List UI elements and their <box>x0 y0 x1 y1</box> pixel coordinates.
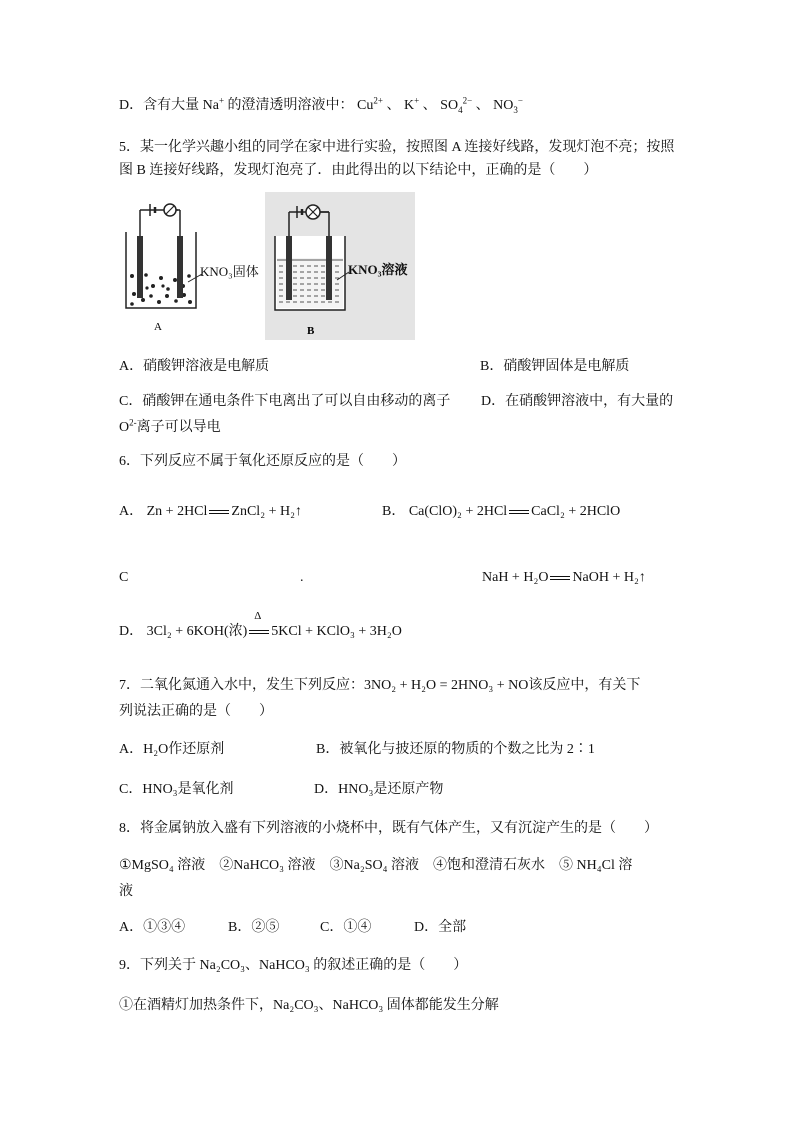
q5-option-b: B．硝酸钾固体是电解质 <box>480 359 630 374</box>
q7-stem-line2: 列说法正确的是（ ） <box>119 704 273 719</box>
q8-option-a: A．①③④ <box>119 920 186 935</box>
q6-option-c-equation: NaH + H₂O NaOH + H₂↑ <box>482 570 646 585</box>
prev-option-d: D．含有大量 Na+ 的澄清透明溶液中： $Cu^{2+}$ 、 K+ 、 $SO_4^{2-}$ 、 $NO_3^-$ <box>119 95 523 115</box>
q5-option-d: D．在硝酸钾溶液中，有大量的 <box>481 394 674 409</box>
q6-option-a: A． Zn + 2HCl ZnCl₂ + H₂↑ <box>119 504 302 519</box>
q5-option-c: C．硝酸钾在通电条件下电离出了可以自由移动的离子 <box>119 394 451 409</box>
q6-option-c-label: C <box>119 570 129 585</box>
q5-option-a: A．硝酸钾溶液是电解质 <box>119 359 270 374</box>
figure-a-label: KNO₃固体 <box>200 264 259 279</box>
q6-option-c-dot: . <box>300 570 304 585</box>
q7-option-a: A．H₂O作还原剂 <box>119 742 225 757</box>
q8-option-c: C．①④ <box>320 920 372 935</box>
figure-b-caption: B <box>307 325 315 337</box>
q8-items-line1: ①MgSO₄ 溶液 ②NaHCO₃ 溶液 ③Na₂SO₄ 溶液 ④饱和澄清石灰水 ⑤ NH₄Cl 溶 <box>119 858 633 873</box>
q7-option-b: B．被氧化与披还原的物质的个数之比为 2∶1 <box>316 742 595 757</box>
q8-option-b: B．②⑤ <box>228 920 280 935</box>
q8-stem: 8．将金属钠放入盛有下列溶液的小烧杯中，既有气体产生，又有沉淀产生的是（ ） <box>119 821 658 836</box>
q6-option-d: D． 3Cl₂ + 6KOH(浓) Δ 5KCl + KClO₃ + 3H₂O <box>119 610 402 639</box>
q9-item-1: ①在酒精灯加热条件下，Na₂CO₃、NaHCO₃ 固体都能发生分解 <box>119 998 499 1013</box>
q8-items-line2: 液 <box>119 884 133 899</box>
figure-a-caption: A <box>154 321 162 333</box>
q5-option-d-continued: $O^{2-}$离子可以导电 <box>119 417 221 435</box>
q8-option-d: D．全部 <box>414 920 467 935</box>
q6-option-b: B． Ca(ClO)₂ + 2HCl CaCl₂ + 2HClO <box>382 504 621 519</box>
figure-b-label: KNO₃溶液 <box>348 262 408 277</box>
q9-stem: 9．下列关于 Na₂CO₃、NaHCO₃ 的叙述正确的是（ ） <box>119 958 468 973</box>
q7-option-c: C．HNO₃是氧化剂 <box>119 782 234 797</box>
q6-stem: 6．下列反应不属于氧化还原反应的是（ ） <box>119 454 406 469</box>
q5-stem-line2: 图 B 连接好线路，发现灯泡亮了．由此得出的以下结论中，正确的是（ ） <box>119 163 598 178</box>
q7-option-d: D．HNO₃是还原产物 <box>314 782 444 797</box>
q5-stem-line1: 5．某一化学兴趣小组的同学在家中进行实验，按照图 A 连接好线路，发现灯泡不亮；按照 <box>119 140 675 155</box>
q7-stem-line1: 7．二氧化氮通入水中，发生下列反应：3NO₂ + H₂O = 2HNO₃ + NO该反应中，有关下 <box>119 678 641 693</box>
